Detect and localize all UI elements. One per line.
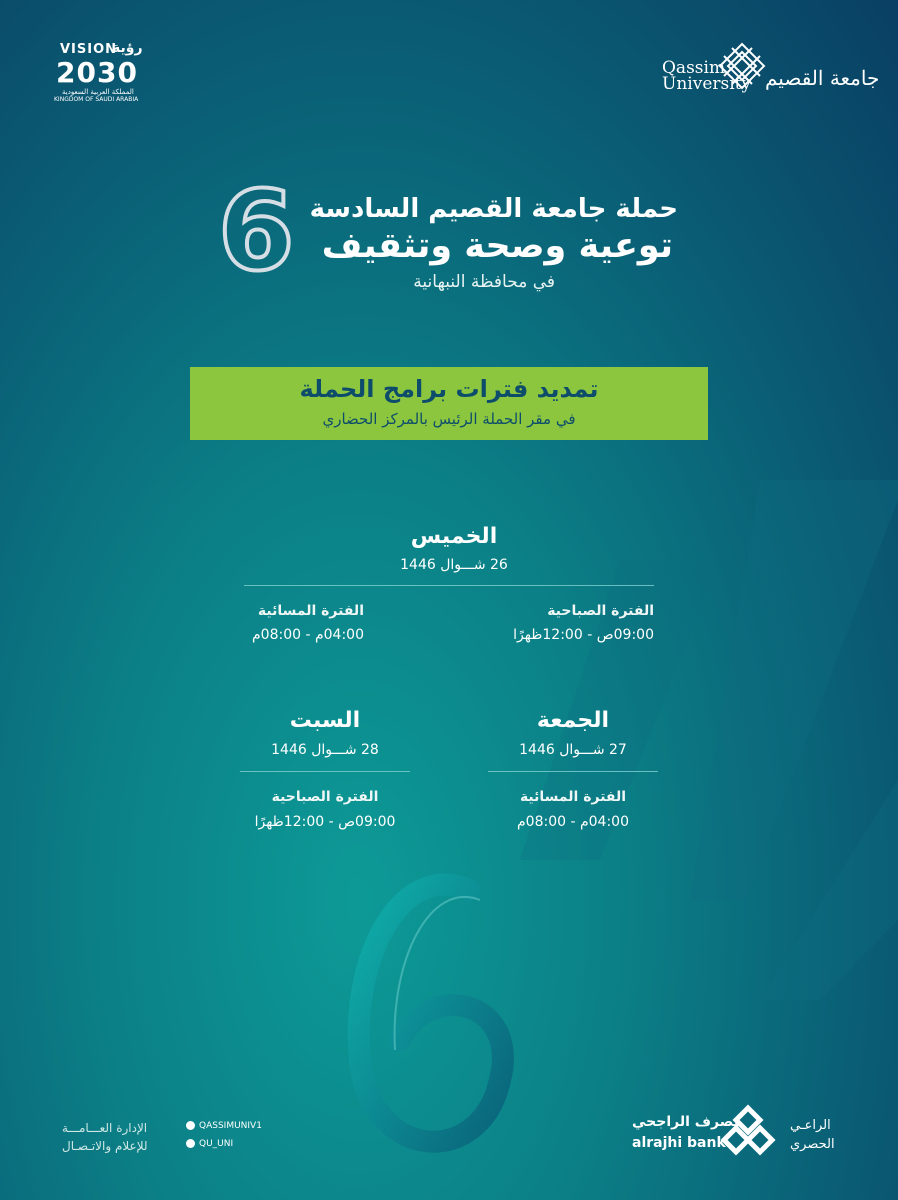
social-handle-1-text: QASSIMUNIV1 (199, 1121, 262, 1131)
social-icon (186, 1139, 195, 1148)
university-name-line2: University (662, 74, 752, 94)
saturday-separator (240, 771, 410, 772)
bank-name-arabic: مصرف الراجحي (632, 1114, 743, 1130)
vision-word: VISION (60, 42, 118, 57)
university-name-english (662, 60, 751, 92)
thursday-day: الخميس (410, 524, 498, 549)
thursday-separator (244, 585, 654, 586)
university-name-line1: Qassim (662, 58, 726, 78)
saturday-period-label: الفترة الصباحية (271, 789, 379, 805)
banner-title: تمديد فترات برامج الحملة (299, 375, 599, 403)
sponsor-line1: الراعـي (790, 1118, 831, 1133)
friday-day: الجمعة (536, 708, 610, 733)
thursday-morning-time: 09:00ص - 12:00ظهرًا (513, 627, 654, 643)
headline-line2: توعية وصحة وتثقيف (321, 226, 673, 266)
bank-logo-icon (720, 1102, 776, 1158)
sponsor-line2: الحصري (790, 1137, 835, 1152)
diagonal-band (760, 780, 898, 1000)
saturday-day: السبت (289, 708, 361, 733)
social-handle-1[interactable] (186, 1121, 262, 1131)
banner-subtitle: في مقر الحملة الرئيس بالمركز الحضاري (322, 410, 576, 428)
vision-year: 2030 (56, 56, 138, 89)
social-icon (186, 1121, 195, 1130)
thursday-evening-label: الفترة المسائية (257, 603, 364, 619)
kingdom-arabic: المملكة العربية السعودية (62, 88, 134, 96)
admin-line1: الإدارة العـــامـــة (62, 1121, 148, 1135)
headline-line1: حملة جامعة القصيم السادسة (309, 194, 678, 224)
headline-line3: في محافظة النبهانية (413, 272, 555, 292)
announcement-banner (190, 367, 708, 440)
saturday-period-time: 09:00ص - 12:00ظهرًا (254, 814, 396, 830)
kingdom-english: KINGDOM OF SAUDI ARABIA (54, 96, 139, 103)
saturday-date: 28 شـــوال 1446 (271, 742, 379, 758)
social-handle-2-text: QU_UNI (199, 1139, 234, 1149)
social-handle-2[interactable] (186, 1139, 233, 1149)
vision-arabic: رؤية (112, 40, 143, 56)
friday-period-label: الفترة المسائية (519, 789, 627, 805)
thursday-morning-label: الفترة الصباحية (547, 603, 654, 619)
friday-date: 27 شـــوال 1446 (519, 742, 627, 758)
big-six-shape (359, 885, 503, 1142)
university-name-arabic: جامعة القصيم (765, 66, 880, 90)
friday-separator (488, 771, 658, 772)
campaign-number: 6 (218, 167, 295, 295)
friday-period-time: 04:00م - 08:00م (516, 814, 629, 830)
thursday-evening-time: 04:00م - 08:00م (251, 627, 364, 643)
admin-line2: للإعلام والاتـصـال (62, 1139, 148, 1153)
bank-name-english: alrajhi bank (632, 1135, 726, 1151)
thursday-date: 26 شـــوال 1446 (400, 557, 508, 573)
